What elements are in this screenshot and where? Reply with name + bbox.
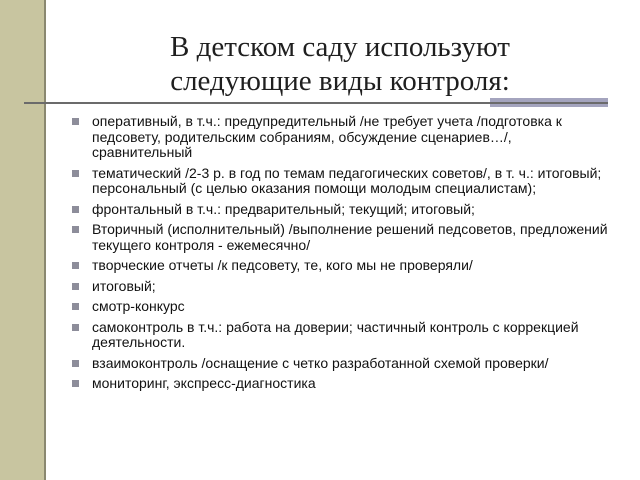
list-item-text: оперативный, в т.ч.: предупредительный /не требует учета /подготовка к педсовету, родительским собраниям, обсуждение сценариев…/, сравнительный xyxy=(92,113,562,160)
list-item-text: самоконтроль в т.ч.: работа на доверии; частичный контроль с коррекцией деятельности. xyxy=(92,318,579,350)
list-item-text: тематический /2-3 р. в год по темам педагогических советов/, в т. ч.: итоговый; персональный (с целью оказания помощи молодым специалистам); xyxy=(92,164,602,196)
bullet-icon xyxy=(72,262,79,269)
list-item-text: фронтальный в т.ч.: предварительный; текущий; итоговый; xyxy=(92,200,475,217)
list-item-text: Вторичный (исполнительный) /выполнение решений педсоветов, предложений текущего контроля - ежемесячно/ xyxy=(92,221,608,253)
left-decorative-bar xyxy=(0,0,44,480)
list-item xyxy=(72,114,612,161)
list-item xyxy=(72,299,612,315)
list-item xyxy=(72,320,612,351)
list-item-text: смотр-конкурс xyxy=(92,298,185,314)
bullet-icon xyxy=(72,118,79,125)
title-line-1: В детском саду используют xyxy=(170,31,510,63)
list-item xyxy=(72,222,612,253)
slide-title xyxy=(90,30,590,98)
bullet-icon xyxy=(72,303,79,310)
bullet-list xyxy=(72,114,612,397)
list-item xyxy=(72,258,612,274)
bullet-icon xyxy=(72,360,79,367)
bullet-icon xyxy=(72,380,79,387)
bullet-icon xyxy=(72,170,79,177)
title-line-2: следующие виды контроля: xyxy=(170,65,510,97)
list-item-text: взаимоконтроль /оснащение с четко разработанной схемой проверки/ xyxy=(92,354,549,371)
bullet-icon xyxy=(72,206,79,213)
bullet-icon xyxy=(72,324,79,331)
bullet-icon xyxy=(72,226,79,233)
title-divider xyxy=(24,102,608,104)
left-bar-edge xyxy=(44,0,46,480)
list-item xyxy=(72,279,612,295)
list-item xyxy=(72,376,612,392)
list-item-text: творческие отчеты /к педсовету, те, кого мы не проверяли/ xyxy=(92,257,473,273)
list-item-text: мониторинг, экспресс-диагностика xyxy=(92,375,316,391)
list-item xyxy=(72,356,612,372)
bullet-icon xyxy=(72,283,79,290)
list-item-text: итоговый; xyxy=(92,277,156,294)
list-item xyxy=(72,202,612,218)
list-item xyxy=(72,166,612,197)
